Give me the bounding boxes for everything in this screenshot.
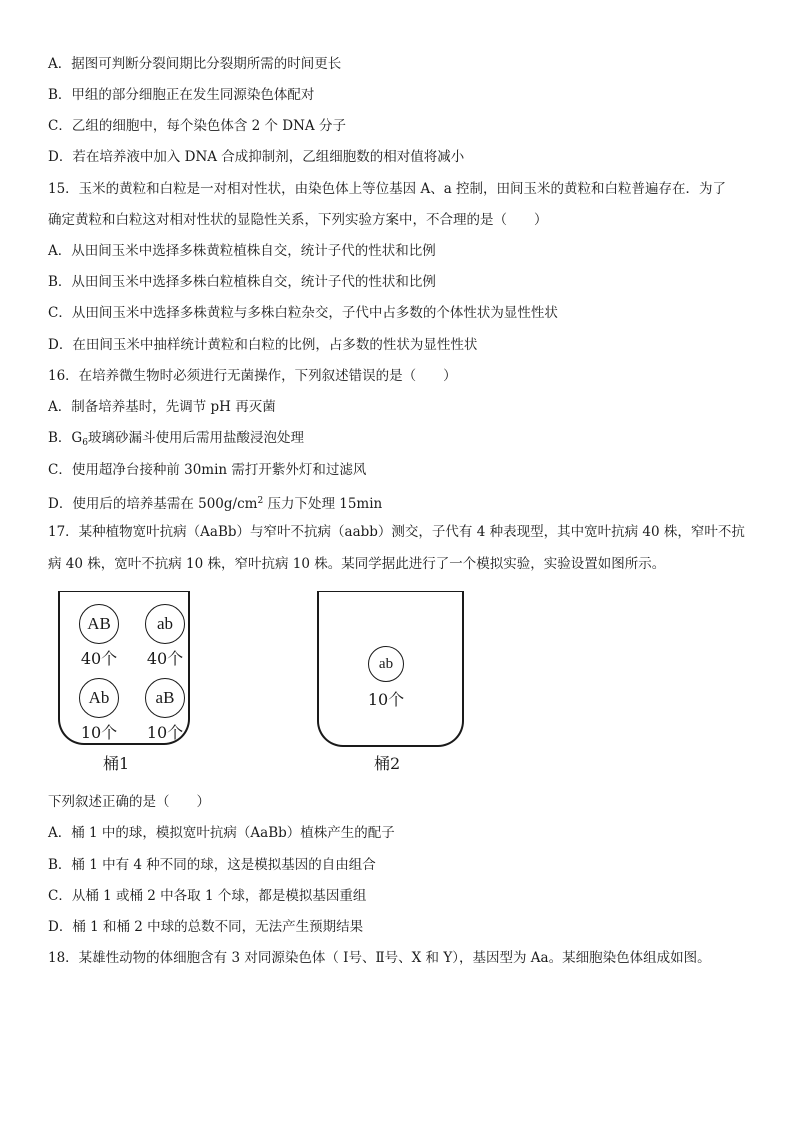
ball-ab-upper: AB: [79, 604, 119, 644]
q16-option-d-prefix: D．使用后的培养基需在 500g/cm: [48, 496, 258, 512]
bucket-1: [58, 591, 190, 745]
q16-option-b-subscript: 6: [82, 438, 88, 448]
q17-option-c: C．从桶 1 或桶 2 中各取 1 个球，都是模拟基因重组: [48, 888, 367, 904]
ball-aB: aB: [145, 678, 185, 718]
q16-option-c: C．使用超净台接种前 30min 需打开紫外灯和过滤风: [48, 462, 367, 478]
q14-option-d: D．若在培养液中加入 DNA 合成抑制剂，乙组细胞数的相对值将减小: [48, 149, 465, 165]
ball-ab: ab: [368, 646, 404, 682]
q16-option-b-text: 玻璃砂漏斗使用后需用盐酸浸泡处理: [87, 430, 304, 446]
q16-option-d-text: 压力下处理 15min: [263, 496, 383, 512]
bucket-2: [317, 591, 464, 747]
q15-stem-line1: 15．玉米的黄粒和白粒是一对相对性状，由染色体上等位基因 A、a 控制，田间玉米的黄粒和白粒普遍存在．为了: [48, 181, 727, 197]
q17-option-a: A．桶 1 中的球，模拟宽叶抗病（AaBb）植株产生的配子: [48, 825, 395, 841]
q14-option-a: A．据图可判断分裂间期比分裂期所需的时间更长: [48, 56, 342, 72]
q18-stem: 18．某雄性动物的体细胞含有 3 对同源染色体（ Ⅰ号、Ⅱ号、X 和 Y），基因型为 Aa。某细胞染色体组成如图。: [48, 950, 711, 966]
ball-Ab: Ab: [79, 678, 119, 718]
ball-count: 10个: [146, 723, 184, 742]
q15-option-c: C．从田间玉米中选择多株黄粒与多株白粒杂交，子代中占多数的个体性状为显性性状: [48, 305, 558, 321]
ball-count: 10个: [80, 723, 118, 742]
q16-option-d: [48, 492, 382, 513]
q16-option-b: [48, 429, 304, 452]
q17-stem-line2: 病 40 株，宽叶不抗病 10 株，窄叶抗病 10 株。某同学据此进行了一个模拟实验，实验设置如图所示。: [48, 556, 666, 572]
ball-ab-lower: ab: [145, 604, 185, 644]
q14-option-b: B．甲组的部分细胞正在发生同源染色体配对: [48, 87, 315, 103]
ball-count: 10个: [367, 690, 405, 709]
q17-stem-line1: 17．某种植物宽叶抗病（AaBb）与窄叶不抗病（aabb）测交，子代有 4 种表现型，其中宽叶抗病 40 株，窄叶不抗: [48, 524, 745, 540]
q15-option-b: B．从田间玉米中选择多株白粒植株自交，统计子代的性状和比例: [48, 274, 436, 290]
q15-option-a: A．从田间玉米中选择多株黄粒植株自交，统计子代的性状和比例: [48, 243, 436, 259]
q14-option-c: C．乙组的细胞中，每个染色体含 2 个 DNA 分子: [48, 118, 346, 134]
q17-option-b: B．桶 1 中有 4 种不同的球，这是模拟基因的自由组合: [48, 857, 376, 873]
bucket-2-label: 桶2: [374, 754, 401, 773]
q17-option-d: D．桶 1 和桶 2 中球的总数不同，无法产生预期结果: [48, 919, 364, 935]
q17-question: 下列叙述正确的是（ ）: [48, 794, 210, 810]
bucket-1-label: 桶1: [103, 754, 130, 773]
q16-stem: 16．在培养微生物时必须进行无菌操作，下列叙述错误的是（ ）: [48, 368, 457, 384]
q16-option-d-superscript: 2: [257, 496, 264, 506]
ball-count: 40个: [80, 649, 118, 668]
ball-count: 40个: [146, 649, 184, 668]
q16-option-b-prefix: B．G: [48, 430, 83, 446]
q15-option-d: D．在田间玉米中抽样统计黄粒和白粒的比例，占多数的性状为显性性状: [48, 337, 478, 353]
q16-option-a: A．制备培养基时，先调节 pH 再灭菌: [48, 399, 276, 415]
q15-stem-line2: 确定黄粒和白粒这对相对性状的显隐性关系，下列实验方案中，不合理的是（ ）: [48, 212, 548, 228]
